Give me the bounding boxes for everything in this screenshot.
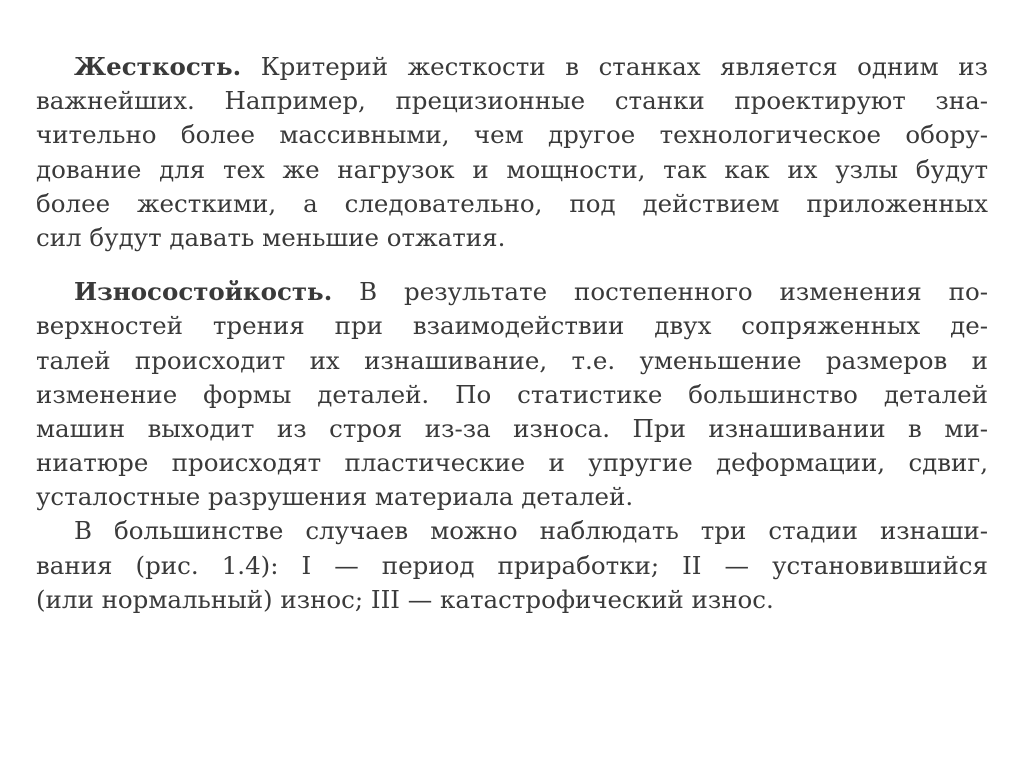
paragraph-wear-stages [36,514,988,617]
text-line: верхностей трения при взаимодействии двух сопряженных де- [36,311,988,341]
text-line: важнейших. Например, прецизионные станки проектируют зна- [36,86,988,116]
paragraph-wear-resistance [36,275,988,514]
text-line: ниатюре происходят пластические и упругие деформации, сдвиг, [36,448,988,478]
paragraph-stiffness [36,50,988,255]
text-line: В большинстве случаев можно наблюдать три стадии изнаши- [74,516,988,546]
text-line: сил будут давать меньшие отжатия. [36,222,506,252]
text-line: вания (рис. 1.4): I — период приработки; II — установившийся [36,550,988,580]
text-line: машин выходит из строя из-за износа. При изнашивании в ми- [36,413,988,443]
text-line: (или нормальный) износ; III — катастрофический износ. [36,584,774,614]
text-line: более жесткими, а следовательно, под действием приложенных [36,188,988,218]
text-line: чительно более массивными, чем другое технологическое обору- [36,120,988,150]
document-page [36,50,988,617]
text-line: усталостные разрушения материала деталей. [36,482,634,512]
text-line: дование для тех же нагрузок и мощности, так как их узлы будут [36,154,988,184]
text-line: Износостойкость. В результате постепенного изменения по- [74,277,988,307]
paragraph-gap [36,255,988,275]
text-line: изменение формы деталей. По статистике большинство деталей [36,379,988,409]
text-line: талей происходит их изнашивание, т.е. уменьшение размеров и [36,345,988,375]
term-wear-resistance: Износостойкость. [74,277,333,307]
term-stiffness: Жесткость. [74,52,242,81]
text-line: Жесткость. Критерий жесткости в станках является одним из [74,52,988,81]
